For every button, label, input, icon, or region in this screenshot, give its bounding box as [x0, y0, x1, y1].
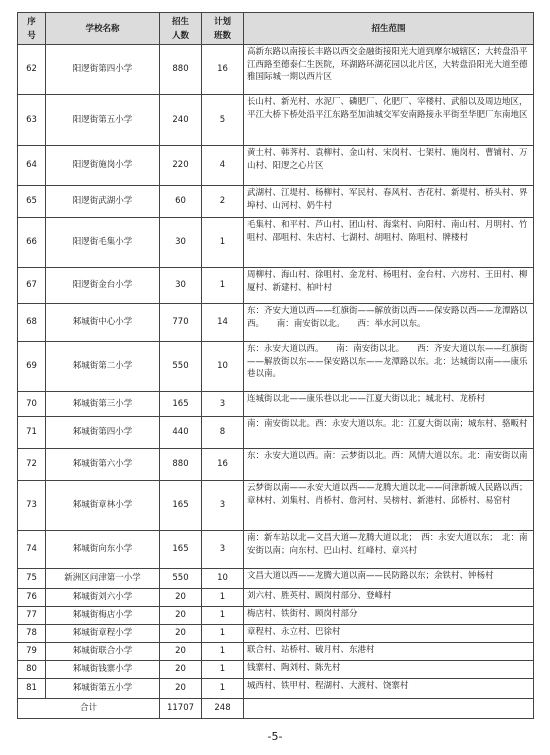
table-row — [18, 186, 534, 218]
table-row — [18, 625, 534, 643]
row-seq: 65 — [18, 186, 46, 218]
row-scope: 周柳村、海山村、徐咀村、金龙村、杨咀村、金台村、六房村、王田村、柳厦村、新建村、柏叶村 — [244, 268, 534, 304]
row-scope: 毛集村、和平村、芦山村、团山村、海棠村、向阳村、南山村、月明村、竹咀村、邵咀村、朱店村、七湖村、胡咀村、陈咀村、牌楼村 — [244, 218, 534, 268]
row-classes: 10 — [202, 342, 244, 392]
row-scope: 钱寨村、陶刘村、陈先村 — [244, 661, 534, 679]
row-enrollment: 165 — [160, 531, 202, 569]
row-seq: 78 — [18, 625, 46, 643]
row-scope: 东：永安大道以西。 南：南安街以北。 西：齐安大道以东——红旗街——解放街以东——保安路以东——龙潭路以东。北：达城街以南——康乐巷以南。 — [244, 342, 534, 392]
row-school-name: 邾城街第三小学 — [46, 392, 160, 417]
row-enrollment: 220 — [160, 146, 202, 186]
row-enrollment: 770 — [160, 304, 202, 342]
row-school-name: 阳逻街施岗小学 — [46, 146, 160, 186]
table-row — [18, 342, 534, 392]
row-scope: 连城街以北——康乐巷以北——江夏大街以北；城北村、龙桥村 — [244, 392, 534, 417]
table-body — [18, 45, 534, 719]
total-scope-empty — [244, 699, 534, 719]
row-classes: 16 — [202, 45, 244, 95]
row-classes: 1 — [202, 643, 244, 661]
row-seq: 67 — [18, 268, 46, 304]
table-row — [18, 607, 534, 625]
row-seq: 75 — [18, 569, 46, 589]
row-classes: 3 — [202, 481, 244, 531]
table-row — [18, 589, 534, 607]
row-scope: 刘六村、胜英村、顾岗村部分、登峰村 — [244, 589, 534, 607]
row-scope: 城西村、铁甲村、程湖村、大渡村、饶寨村 — [244, 679, 534, 699]
enrollment-table — [17, 12, 534, 719]
table-row — [18, 417, 534, 449]
row-enrollment: 165 — [160, 392, 202, 417]
row-school-name: 邾城街梅店小学 — [46, 607, 160, 625]
row-classes: 1 — [202, 661, 244, 679]
table-row — [18, 531, 534, 569]
row-school-name: 阳逻街武湖小学 — [46, 186, 160, 218]
enrollment-table-sheet — [17, 12, 533, 719]
row-enrollment: 20 — [160, 607, 202, 625]
row-seq: 63 — [18, 95, 46, 146]
row-classes: 10 — [202, 569, 244, 589]
total-enrollment: 11707 — [160, 699, 202, 719]
total-classes: 248 — [202, 699, 244, 719]
row-school-name: 邾城街章林小学 — [46, 481, 160, 531]
row-classes: 8 — [202, 417, 244, 449]
table-row — [18, 218, 534, 268]
row-scope: 章程村、永立村、巴徐村 — [244, 625, 534, 643]
row-school-name: 邾城街刘六小学 — [46, 589, 160, 607]
table-row — [18, 679, 534, 699]
row-seq: 72 — [18, 449, 46, 481]
row-classes: 5 — [202, 95, 244, 146]
row-classes: 1 — [202, 589, 244, 607]
row-enrollment: 240 — [160, 95, 202, 146]
row-classes: 1 — [202, 268, 244, 304]
header-school-name: 学校名称 — [46, 13, 160, 45]
table-row — [18, 45, 534, 95]
row-classes: 4 — [202, 146, 244, 186]
row-classes: 1 — [202, 607, 244, 625]
row-enrollment: 20 — [160, 643, 202, 661]
total-label: 合计 — [18, 699, 160, 719]
row-enrollment: 550 — [160, 569, 202, 589]
row-seq: 64 — [18, 146, 46, 186]
table-row — [18, 449, 534, 481]
row-enrollment: 20 — [160, 679, 202, 699]
row-scope: 云梦街以南——永安大道以西——龙腾大道以北——问津新城人民路以西；章林村、刘集村、肖桥村、詹河村、吴榜村、新港村、邱桥村、易窑村 — [244, 481, 534, 531]
row-school-name: 阳逻街金台小学 — [46, 268, 160, 304]
row-classes: 16 — [202, 449, 244, 481]
row-school-name: 邾城街联合小学 — [46, 643, 160, 661]
header-planned-classes: 计划 班数 — [202, 13, 244, 45]
row-scope: 高新东路以南接长丰路以西交金融街接阳光大道到摩尔城辖区；大转盘沿平江西路至德泰仁生医院，环湖路环湖花园以北片区，大转盘沿阳光大道至德雅国际城一期以西片区 — [244, 45, 534, 95]
row-enrollment: 30 — [160, 268, 202, 304]
header-enrollment: 招生 人数 — [160, 13, 202, 45]
row-school-name: 邾城街中心小学 — [46, 304, 160, 342]
row-school-name: 阳逻街第四小学 — [46, 45, 160, 95]
row-seq: 62 — [18, 45, 46, 95]
table-row — [18, 643, 534, 661]
row-scope: 武湖村、江堤村、杨柳村、军民村、春风村、杏花村、新堤村、桥头村、界埠村、山河村、奶牛村 — [244, 186, 534, 218]
row-seq: 76 — [18, 589, 46, 607]
row-seq: 81 — [18, 679, 46, 699]
row-scope: 联合村、站桥村、破月村、东港村 — [244, 643, 534, 661]
row-enrollment: 440 — [160, 417, 202, 449]
table-row — [18, 268, 534, 304]
row-classes: 1 — [202, 625, 244, 643]
row-scope: 东：永安大道以西。南：云梦街以北。西：风情大道以东。北：南安街以南 — [244, 449, 534, 481]
row-scope: 长山村、新光村、水泥厂、磷肥厂、化肥厂、宰楼村、武船以及周边地区，平江大桥下桥处沿平江东路至加油城交军安南路接永平街至华肥厂东南地区 — [244, 95, 534, 146]
row-school-name: 邾城街钱寨小学 — [46, 661, 160, 679]
row-classes: 3 — [202, 392, 244, 417]
row-seq: 80 — [18, 661, 46, 679]
row-enrollment: 880 — [160, 45, 202, 95]
row-scope: 文昌大道以西——龙腾大道以南——民防路以东；余铁村、钟杨村 — [244, 569, 534, 589]
row-seq: 79 — [18, 643, 46, 661]
row-classes: 2 — [202, 186, 244, 218]
row-school-name: 邾城街章程小学 — [46, 625, 160, 643]
row-school-name: 新洲区问津第一小学 — [46, 569, 160, 589]
row-enrollment: 60 — [160, 186, 202, 218]
row-enrollment: 20 — [160, 589, 202, 607]
row-seq: 71 — [18, 417, 46, 449]
row-seq: 68 — [18, 304, 46, 342]
row-scope: 南：新车站以北—文昌大道—龙腾大道以北； 西：永安大道以东； 北：南安街以南；向东村、巴山村、红峰村、章兴村 — [244, 531, 534, 569]
row-enrollment: 880 — [160, 449, 202, 481]
table-row — [18, 146, 534, 186]
row-school-name: 阳逻街第五小学 — [46, 95, 160, 146]
table-row — [18, 392, 534, 417]
table-row — [18, 304, 534, 342]
row-scope: 黄土村、韩荠村、袁柳村、金山村、宋岗村、七架村、施岗村、曹铺村、万山村、阳逻之心片区 — [244, 146, 534, 186]
header-seq: 序 号 — [18, 13, 46, 45]
table-row — [18, 95, 534, 146]
row-seq: 69 — [18, 342, 46, 392]
row-school-name: 阳逻街毛集小学 — [46, 218, 160, 268]
row-enrollment: 550 — [160, 342, 202, 392]
row-classes: 1 — [202, 679, 244, 699]
row-school-name: 邾城街第四小学 — [46, 417, 160, 449]
row-enrollment: 165 — [160, 481, 202, 531]
row-school-name: 邾城街向东小学 — [46, 531, 160, 569]
row-school-name: 邾城街第五小学 — [46, 679, 160, 699]
row-scope: 梅店村、铁街村、顾岗村部分 — [244, 607, 534, 625]
row-classes: 3 — [202, 531, 244, 569]
table-row — [18, 661, 534, 679]
table-row — [18, 569, 534, 589]
row-scope: 南：南安街以北。西：永安大道以东。北：江夏大街以南；城东村、骆畈村 — [244, 417, 534, 449]
page-number: -5- — [267, 730, 283, 743]
row-enrollment: 20 — [160, 661, 202, 679]
row-classes: 1 — [202, 218, 244, 268]
table-row — [18, 481, 534, 531]
row-school-name: 邾城街第六小学 — [46, 449, 160, 481]
row-seq: 77 — [18, 607, 46, 625]
row-seq: 73 — [18, 481, 46, 531]
total-row — [18, 699, 534, 719]
row-enrollment: 30 — [160, 218, 202, 268]
row-school-name: 邾城街第二小学 — [46, 342, 160, 392]
row-classes: 14 — [202, 304, 244, 342]
row-scope: 东：齐安大道以西——红旗街——解放街以西——保安路以西——龙潭路以西。 南：南安街以北。 西：举水河以东。 — [244, 304, 534, 342]
row-enrollment: 20 — [160, 625, 202, 643]
header-row — [18, 13, 534, 45]
row-seq: 74 — [18, 531, 46, 569]
row-seq: 70 — [18, 392, 46, 417]
header-enrollment-scope: 招生范围 — [244, 13, 534, 45]
row-seq: 66 — [18, 218, 46, 268]
